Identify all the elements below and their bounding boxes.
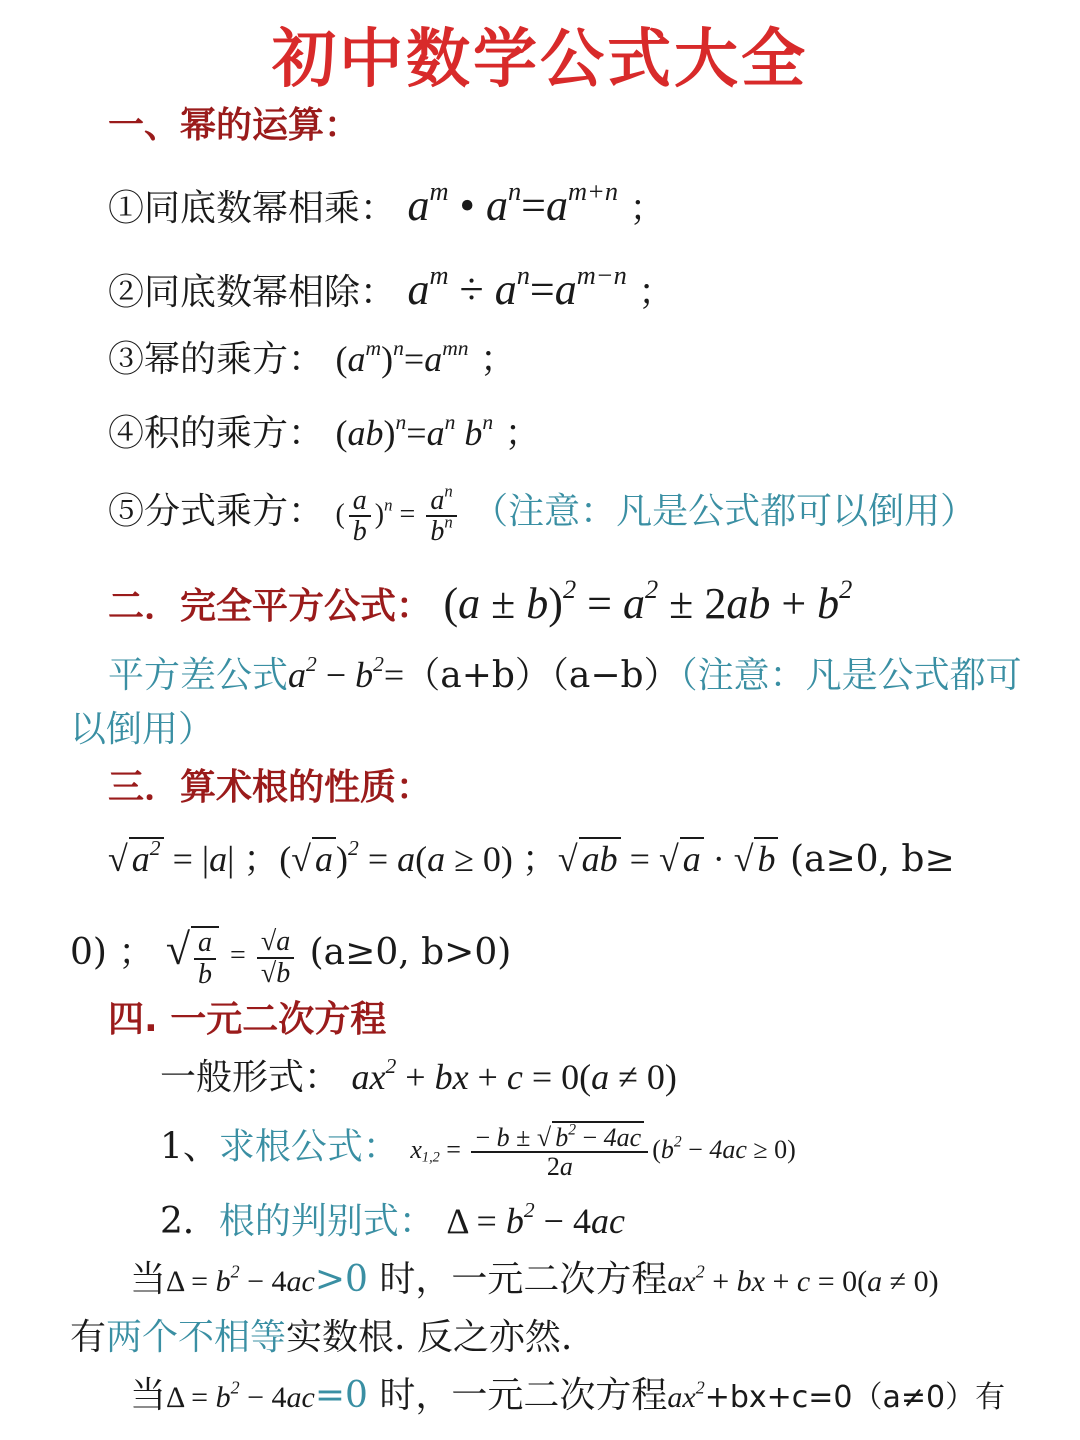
formula-label: 一般形式：	[160, 1057, 341, 1098]
section-2-heading: 二．完全平方公式：	[108, 586, 433, 627]
section-4-heading: 四. 一元二次方程	[108, 999, 387, 1040]
discriminant-positive	[130, 1258, 939, 1301]
text-quadratic: 时，一元二次方程	[379, 1375, 668, 1416]
section-3-heading: 三．算术根的性质：	[108, 767, 433, 808]
condition: (a≥0, b≥	[789, 839, 955, 880]
formula-expression: √ $a^2 = |a|$ ；(√ a)$^2$ = a(a ≥ 0) ；√ ab = √ a · √ b	[108, 839, 778, 879]
condition: (a≥0, b>0)	[309, 932, 512, 973]
greater-than-zero: >0	[314, 1259, 368, 1300]
page-title: 初中数学公式大全	[272, 23, 808, 97]
reversible-note: （注意：凡是公式都可	[679, 655, 1022, 696]
formula-expression: $(a \pm b)^2 = a^2 \pm 2ab + b^2$	[443, 574, 853, 628]
formula-expression: $a^m$ • $a^n=a^{m+n}$	[407, 176, 619, 230]
discriminant-positive-result	[70, 1316, 572, 1359]
formula-expression: $\Delta = b^2 - 4ac$	[166, 1261, 315, 1298]
formula-expression: $\Delta = b^2 - 4ac$	[446, 1197, 625, 1241]
formula-expression: $ax^2$	[667, 1377, 705, 1414]
formula-expression: $ax^2$ + bx + c = 0(a ≠ 0)	[351, 1053, 677, 1097]
formula-label: 平方差公式	[108, 655, 289, 696]
text-real-roots: 实数根. 反之亦然.	[286, 1317, 573, 1358]
formula-expression: √ $\frac{a}{b}$ = $\frac{√a}{√b}$	[166, 940, 298, 971]
formula-power-of-power: ③幂的乘方： $(a^m)^n=a^{mn}$ ；	[108, 335, 517, 380]
quadratic-root-formula	[160, 1121, 796, 1182]
formula-label: ④积的乘方：	[108, 413, 325, 454]
formula-expression: $x_{1,2}$ = $\frac{- b \pm √ b^2 - 4ac}{2a}$ $(b^2 - 4ac \ge 0)$	[410, 1121, 796, 1182]
text-quadratic: 时，一元二次方程	[379, 1259, 668, 1300]
quadratic-general-form	[160, 1053, 677, 1099]
item-number: 2．	[160, 1201, 219, 1242]
arithmetic-root-quotient: 0) ； √ $\frac{a}{b}$ = $\frac{√a}{√b}$ (a≥0, b>0)	[70, 925, 512, 990]
formula-same-base-divide: ②同底数幂相除： $a^m \div a^n=a^{m-n}$ ；	[108, 260, 675, 314]
discriminant-zero	[130, 1374, 1005, 1417]
formula-expression: $a^m \div a^n=a^{m-n}$	[407, 260, 627, 314]
formula-label: ③幂的乘方：	[108, 339, 325, 380]
formula-rhs: （a+b）（a−b）	[404, 655, 680, 696]
formula-expression: $(a^m)^n=a^{mn}$	[335, 335, 469, 379]
formula-expression: $a^2 - b^2=$	[288, 651, 405, 695]
formula-expression: $(ab)^n=a^n$ $b^n$	[335, 409, 494, 453]
formula-label: 求根公式：	[218, 1126, 399, 1168]
reversible-note-continued: 以倒用）	[70, 709, 215, 750]
formula-expression: $\Delta = b^2 - 4ac$	[166, 1377, 315, 1414]
formula-same-base-multiply: ①同底数幂相乘： $a^m$ • $a^n=a^{m+n}$ ；	[108, 176, 666, 230]
formula-label: ⑤分式乘方：	[108, 490, 325, 532]
formula-expression: $ax^2$ + bx + c = 0(a ≠ 0)	[667, 1261, 939, 1298]
reversible-note: （注意：凡是公式都可以倒用）	[472, 490, 977, 532]
discriminant	[160, 1197, 625, 1243]
arithmetic-root-properties	[108, 835, 955, 881]
formula-label: 根的判别式：	[218, 1201, 435, 1242]
text-when: 当	[130, 1259, 167, 1300]
equals-zero: =0	[314, 1375, 368, 1416]
condition-continued: 0)	[70, 932, 107, 973]
text-when: 当	[130, 1375, 167, 1416]
difference-of-squares	[108, 651, 1022, 697]
two-unequal: 两个不相等	[106, 1317, 287, 1358]
perfect-square-formula	[108, 574, 853, 631]
equation-tail: +bx+c=0（a≠0）有	[704, 1380, 1006, 1415]
item-number: 1、	[160, 1126, 219, 1168]
formula-power-of-fraction	[108, 481, 977, 548]
formula-label: ②同底数幂相除：	[108, 272, 397, 313]
text-have: 有	[70, 1317, 107, 1358]
section-1-heading: 一、幂的运算：	[108, 105, 361, 146]
formula-power-of-product: ④积的乘方： $(ab)^n=a^n$ $b^n$ ；	[108, 409, 541, 454]
formula-label: ①同底数幂相乘：	[108, 188, 397, 229]
formula-expression: ( $\frac{a}{b}$ )$^n$ = $\frac{a^n}{b^n}$	[335, 499, 460, 530]
